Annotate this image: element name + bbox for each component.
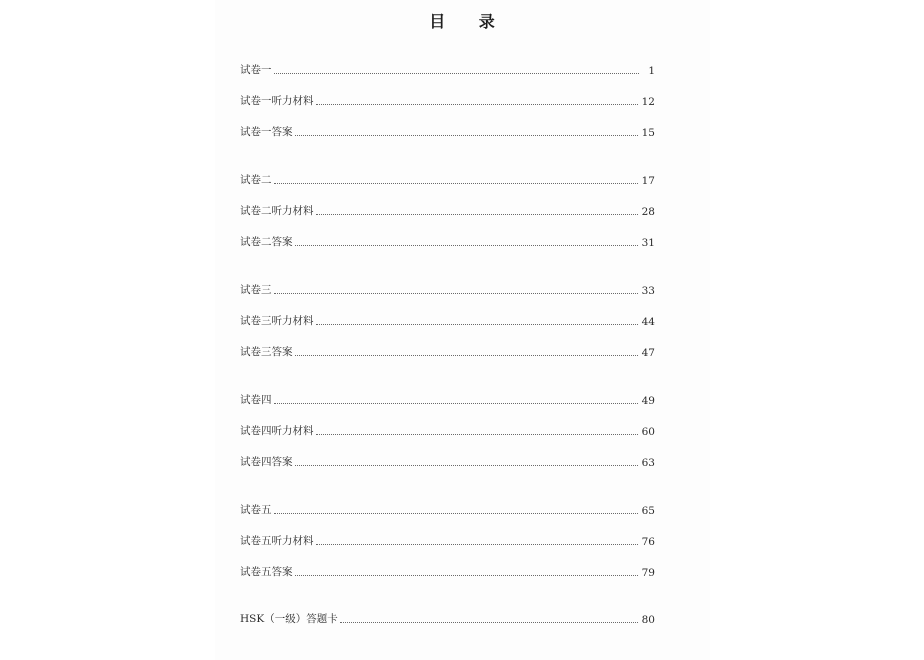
toc-entry-page: 44 (641, 316, 655, 328)
toc-entry-label: 试卷三答案 (240, 346, 293, 358)
toc-entry-label: 试卷二听力材料 (240, 205, 314, 217)
toc-entry[interactable] (240, 233, 655, 249)
toc-entry-page: 65 (641, 505, 655, 517)
toc-entry-page: 15 (641, 127, 655, 139)
toc-entry-page: 60 (641, 426, 655, 438)
toc-entry[interactable] (240, 343, 655, 359)
dot-leader (274, 292, 638, 294)
toc-entry[interactable] (240, 92, 655, 108)
toc-entry[interactable] (240, 563, 655, 579)
toc-entry-label: 试卷五听力材料 (240, 535, 314, 547)
toc-entry-label: 试卷四答案 (240, 456, 293, 468)
toc-entry-label: 试卷四听力材料 (240, 425, 314, 437)
toc-entry[interactable] (240, 202, 655, 218)
toc-entry-page: 49 (641, 395, 655, 407)
toc-entry-label: 试卷五答案 (240, 566, 293, 578)
toc-entry-label: 试卷三 (240, 284, 272, 296)
dot-leader (274, 512, 638, 514)
toc-entry[interactable] (240, 610, 655, 626)
dot-leader (316, 103, 638, 105)
toc-entry-label: 试卷一 (240, 64, 272, 76)
dot-leader (274, 72, 640, 74)
toc-entry-page: 1 (648, 65, 655, 77)
dot-leader (295, 574, 638, 576)
toc-entry-page: 76 (641, 536, 655, 548)
toc-entry[interactable] (240, 422, 655, 438)
toc-entry-page: 79 (641, 567, 655, 579)
dot-leader (295, 354, 638, 356)
toc-entry-label: 试卷一答案 (240, 126, 293, 138)
toc-entry-label: 试卷二答案 (240, 236, 293, 248)
toc-entry[interactable] (240, 123, 655, 139)
dot-leader (295, 464, 638, 466)
toc-entry-label: 试卷三听力材料 (240, 315, 314, 327)
toc-entry[interactable] (240, 281, 655, 297)
toc-entry-page: 63 (641, 457, 655, 469)
toc-entry[interactable] (240, 391, 655, 407)
dot-leader (295, 134, 638, 136)
dot-leader (316, 323, 638, 325)
toc-entry[interactable] (240, 453, 655, 469)
toc-entry[interactable] (240, 501, 655, 517)
toc-entry-page: 17 (641, 175, 655, 187)
toc-entry[interactable] (240, 61, 655, 77)
toc-entry-label: 试卷一听力材料 (240, 95, 314, 107)
dot-leader (316, 213, 638, 215)
dot-leader (316, 433, 638, 435)
toc-entry-label: 试卷五 (240, 504, 272, 516)
dot-leader (340, 621, 638, 623)
toc-entry-page: 33 (641, 285, 655, 297)
toc-entry-label: 试卷四 (240, 394, 272, 406)
dot-leader (295, 244, 638, 246)
toc-entry-label: 试卷二 (240, 174, 272, 186)
toc-entry-page: 47 (641, 347, 655, 359)
toc-entry-page: 28 (641, 206, 655, 218)
toc-entry[interactable] (240, 312, 655, 328)
toc-entry[interactable] (240, 532, 655, 548)
toc-entry-page: 80 (641, 614, 655, 626)
toc-entry-label: HSK（一级）答题卡 (240, 613, 338, 625)
dot-leader (274, 402, 638, 404)
toc-entry-page: 12 (641, 96, 655, 108)
dot-leader (316, 543, 638, 545)
toc-entry-page: 31 (641, 237, 655, 249)
toc-title: 目 录 (429, 12, 509, 31)
toc-entry[interactable] (240, 171, 655, 187)
dot-leader (274, 182, 638, 184)
